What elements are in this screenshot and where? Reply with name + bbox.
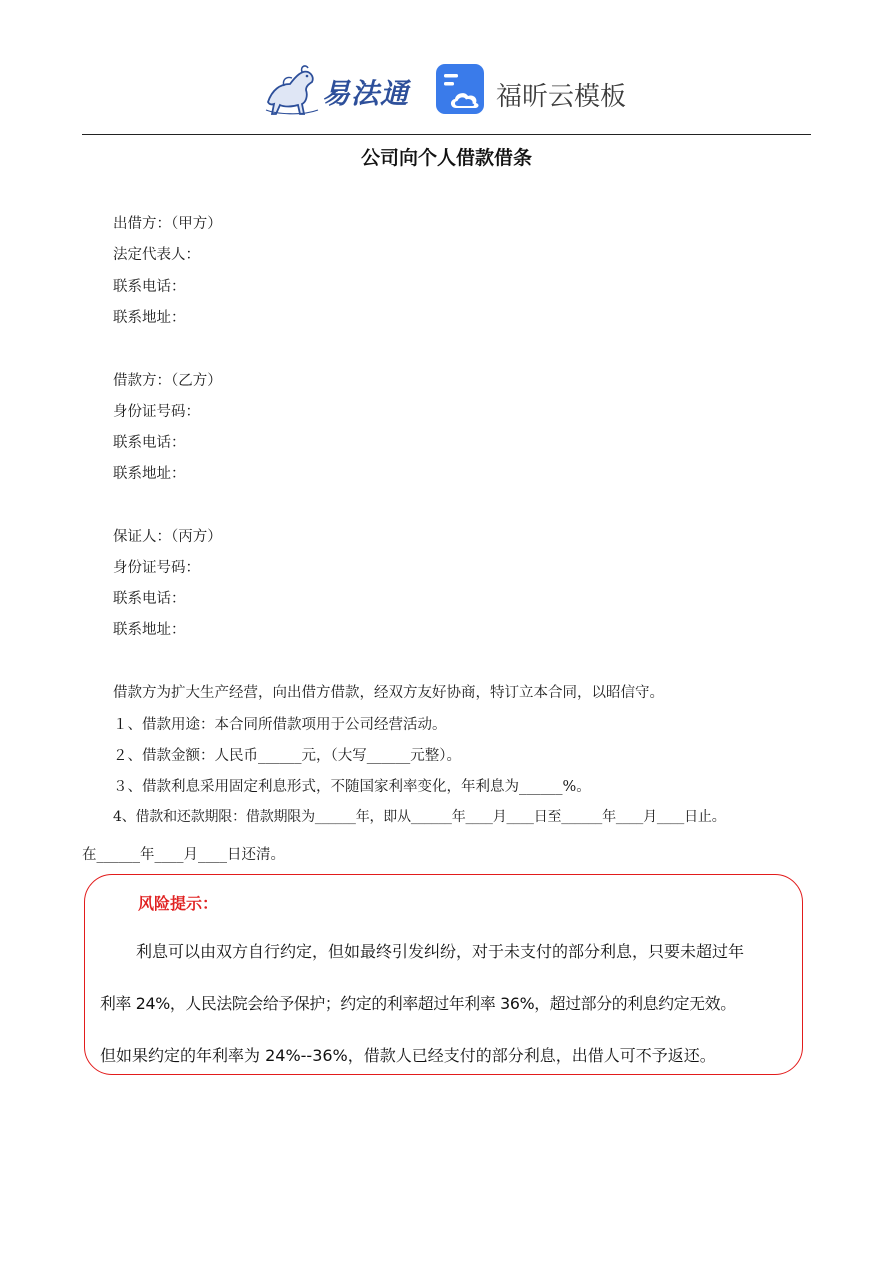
cloud-document-icon <box>436 64 486 116</box>
borrower-address: 联系地址： <box>113 466 186 482</box>
logo2-text: 福昕云模板 <box>496 82 627 112</box>
borrower-phone: 联系电话： <box>113 435 186 451</box>
guarantor-id: 身份证号码： <box>113 560 200 576</box>
lender-legal-rep: 法定代表人： <box>113 247 200 263</box>
borrower-heading: 借款方：（乙方） <box>113 373 222 389</box>
guarantor-address: 联系地址： <box>113 622 186 638</box>
risk-notice-line: 但如果约定的年利率为 24%--36%，借款人已经支付的部分利息，出借人可不予返还。 <box>100 1046 716 1065</box>
document-title: 公司向个人借款借条 <box>360 147 532 169</box>
clause-term-continued: 在______年____月____日还清。 <box>82 847 285 863</box>
clause-interest: ３、借款利息采用固定利息形式，不随国家利率变化，年利息为______%。 <box>113 779 591 795</box>
lender-heading: 出借方：（甲方） <box>113 216 222 232</box>
guarantor-heading: 保证人：（丙方） <box>113 529 222 545</box>
risk-notice-title: 风险提示： <box>138 894 219 913</box>
lender-address: 联系地址： <box>113 310 186 326</box>
document-header <box>0 58 893 122</box>
yifatong-logo <box>262 62 414 118</box>
risk-notice-line: 利率 24%，人民法院会给予保护；约定的利率超过年利率 36%，超过部分的利息约定无效。 <box>100 994 736 1013</box>
clause-term: 4、借款和还款期限：借款期限为______年，即从______年____月____日至______年____月____日止。 <box>113 809 726 825</box>
risk-notice-box <box>84 874 803 1075</box>
horse-icon <box>262 62 322 118</box>
clause-purpose: １、借款用途：本合同所借款项用于公司经营活动。 <box>113 717 447 733</box>
lender-phone: 联系电话： <box>113 279 186 295</box>
contract-intro: 借款方为扩大生产经营，向出借方借款，经双方友好协商，特订立本合同，以昭信守。 <box>113 685 664 701</box>
risk-notice-line: 利息可以由双方自行约定，但如最终引发纠纷，对于未支付的部分利息，只要未超过年 <box>136 942 745 961</box>
borrower-id: 身份证号码： <box>113 404 200 420</box>
header-divider <box>82 134 811 135</box>
guarantor-phone: 联系电话： <box>113 591 186 607</box>
clause-amount: ２、借款金额：人民币______元，（大写______元整）。 <box>113 748 461 764</box>
foxit-template-logo <box>436 64 636 116</box>
logo1-text: 易法通 <box>322 77 410 110</box>
